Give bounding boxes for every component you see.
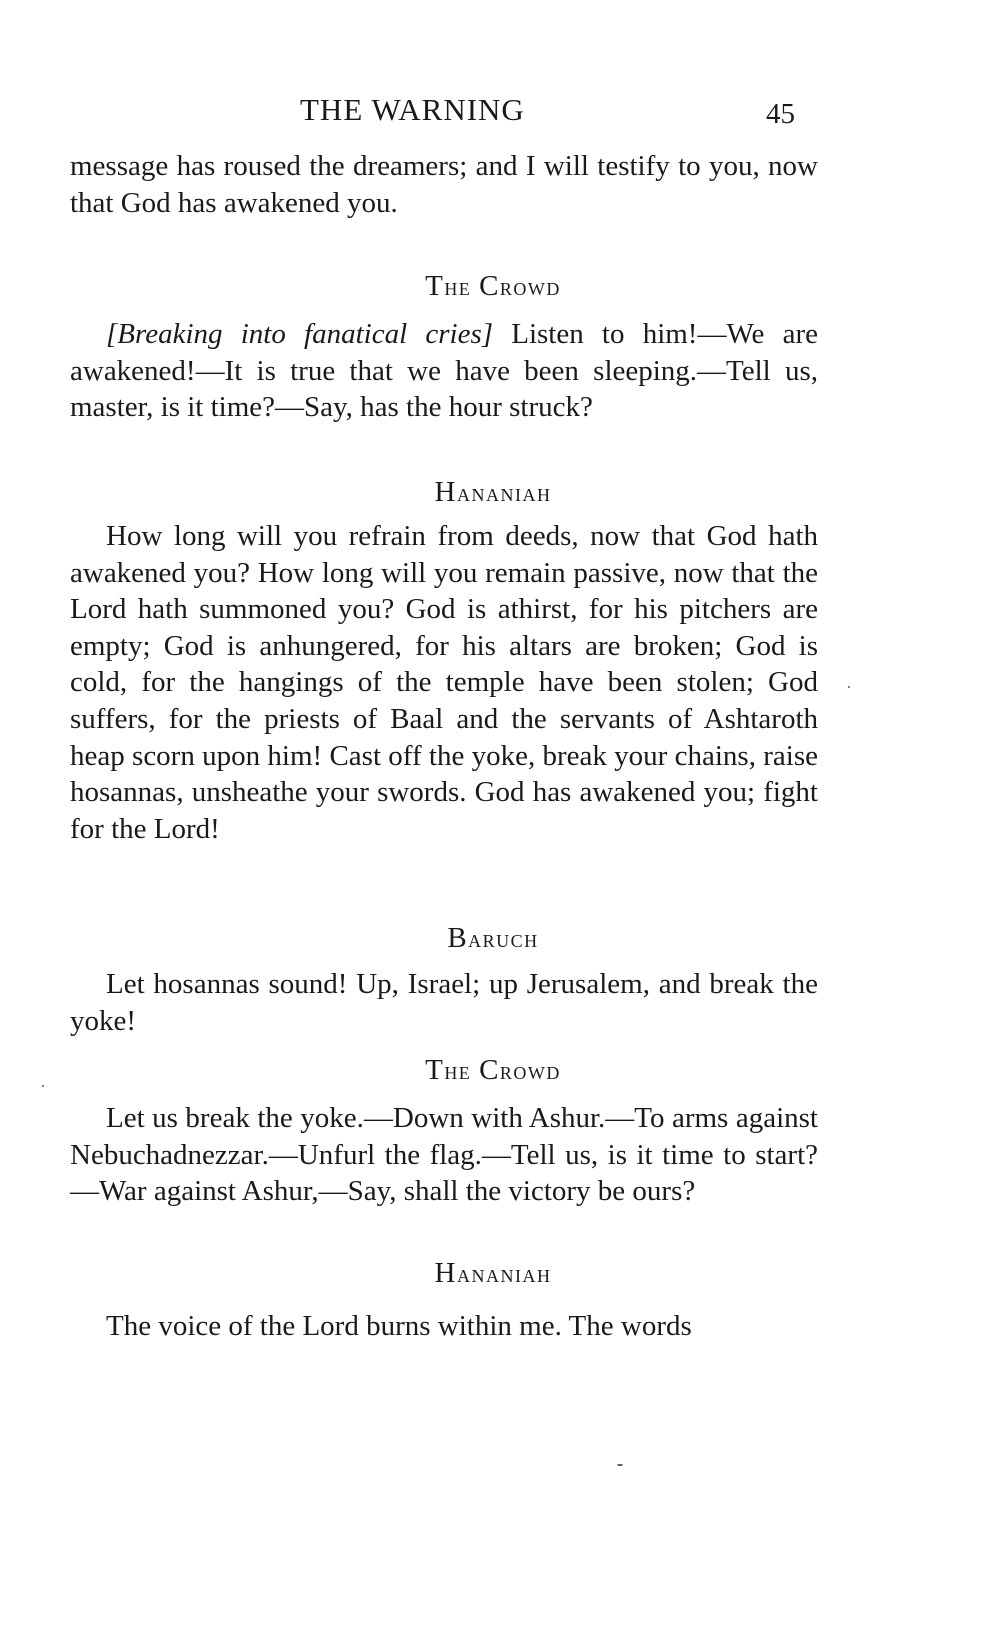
speaker-name: The Crowd (425, 1054, 561, 1086)
speaker-hananiah (0, 476, 986, 509)
speech-baruch: Let hosannas sound! Up, Israel; up Jerusalem, and break the yoke! (70, 968, 818, 1037)
speaker-name: The Crowd (425, 270, 561, 302)
initial-capital: C (479, 1054, 500, 1086)
initial-capital: T (425, 270, 445, 302)
speaker-name: Hananiah (434, 476, 552, 508)
speaker-the-crowd (0, 1054, 986, 1087)
initial-capital: H (434, 476, 457, 508)
initial-capital: H (434, 1257, 457, 1289)
speech-the-crowd-2: Let us break the yoke.—Down with Ashur.—To arms against Nebuchadnezzar.—Unfurl the flag.—Tell us, is it time to start?—War against Ashur,—Say, shall the victory be ours? (70, 1102, 818, 1208)
initial-capital: T (425, 1054, 445, 1086)
scan-speck (42, 1085, 44, 1087)
speaker-name: Hananiah (434, 1257, 552, 1289)
speaker-name: Baruch (447, 922, 539, 954)
speaker-hananiah (0, 1257, 986, 1290)
running-title: THE WARNING (300, 92, 525, 127)
speech-the-crowd-1 (70, 316, 818, 426)
speech-hananiah-1: How long will you refrain from deeds, now that God hath awakened you? How long will you remain passive, now that the Lord hath summoned you? God is athirst, for his pitchers are empty; God is anhungered, for his altars are broken; God is cold, for the hangings of the temple have been stolen; God suffers, for the priests of Baal and the servants of Ashtaroth heap scorn upon him! Cast off the yoke, break your chains, raise hosannas, unsheathe your swords. God has awakened you; fight for the Lord! (70, 520, 818, 845)
speaker-baruch (0, 922, 986, 955)
scan-speck (617, 1464, 623, 1466)
page-number: 45 (766, 98, 795, 130)
text-block-continuation: message has roused the dreamers; and I will testify to you, now that God has awakened you. (70, 150, 818, 219)
speech-hananiah-2: The voice of the Lord burns within me. The words (106, 1310, 692, 1342)
initial-capital: B (447, 922, 469, 954)
scan-speck (848, 686, 850, 688)
speaker-the-crowd (0, 270, 986, 303)
stage-direction: [Breaking into fanatical cries] (106, 318, 494, 350)
initial-capital: C (479, 270, 500, 302)
speech-text: Listen to him!—We are awakened!—It is true that we have been sleeping.—Tell us, master, is it time?—Say, has the hour struck? (70, 318, 818, 424)
